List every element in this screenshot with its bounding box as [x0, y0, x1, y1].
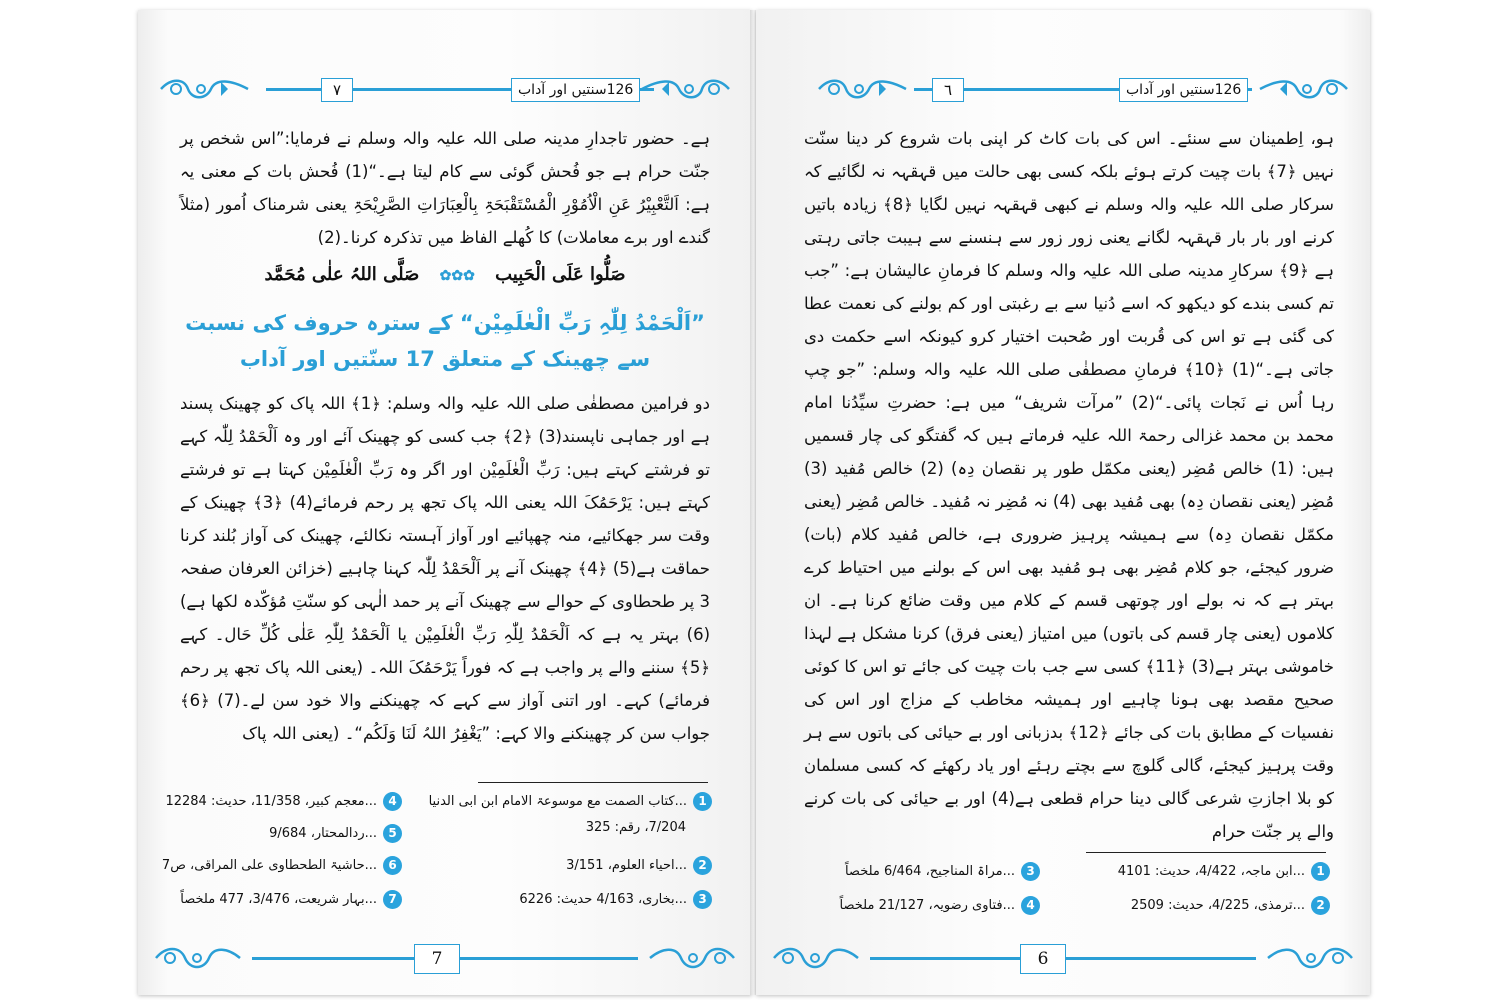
footnote-number: 4: [383, 792, 402, 811]
salawat-right: صَلُّوا عَلَی الْحَبِیب: [495, 264, 626, 285]
footnote-rule: [478, 782, 708, 783]
footnote: [586, 820, 686, 835]
footnote-number: 6: [383, 856, 402, 875]
footnote-number: 3: [1021, 862, 1040, 881]
running-title: 126سنتیں اور آداب: [1119, 78, 1248, 102]
floral-ornament-icon: [814, 76, 909, 102]
heading-line-2: سے چھینک کے متعلق 17 سنّتیں اور آداب: [239, 347, 651, 371]
heading-line-1: ”اَلْحَمْدُ لِلّٰہِ رَبِّ الْعٰلَمِیْن“ کے سترہ حروف کی نسبت: [185, 311, 705, 335]
page-number-top: ۷: [321, 78, 353, 102]
footnote-number: 5: [383, 824, 402, 843]
footnote: [165, 792, 402, 811]
footnote-text: ...معجم کبیر، 11/358، حدیث: 12284: [165, 794, 377, 809]
footnote: [840, 896, 1040, 915]
footnote: [1131, 896, 1330, 915]
left-page-body: [180, 122, 710, 750]
footnote-number: 7: [383, 890, 402, 909]
footnote-text: ...کتاب الصمت مع موسوعۃ الامام ابن ابی الدنیا: [428, 794, 687, 809]
floral-ornament-icon: [1257, 76, 1352, 102]
section-heading: [180, 305, 710, 377]
footnote-text: 7/204، رقم: 325: [585, 820, 686, 835]
floral-ornament-icon: [156, 76, 251, 102]
footnote-number: 2: [693, 856, 712, 875]
footnote: [519, 890, 712, 909]
right-page-body: [804, 122, 1334, 848]
salawat-line: [180, 260, 710, 291]
footnote-number: 4: [1021, 896, 1040, 915]
footnote: [429, 792, 712, 811]
page-number-top: ٦: [932, 78, 964, 102]
left-page-footer: [152, 938, 738, 978]
footnote: [180, 890, 402, 909]
footnote-text: ...ابن ماجہ، 4/422، حدیث: 4101: [1117, 864, 1305, 879]
right-page: [756, 10, 1370, 995]
footnote-text: ...حاشیۃ الطحطاوی علی المراقی، ص7: [161, 858, 377, 873]
footnote-number: 1: [693, 792, 712, 811]
paragraph: دو فرامین مصطفٰی صلی اللہ علیہ والہ وسلم: ﴿1﴾ اللہ پاک کو چھینک پسند ہے اور جماہی ناپسند(3) ﴿2﴾ جب کسی کو چھینک آئے اور وہ اَلْحَمْدُ لِلّٰہ کہے تو فرشتے کہتے ہیں: رَبِّ الْعٰلَمِیْن اور اگر وہ رَبِّ الْعٰلَمِیْن کہتا ہے تو فرشتے کہتے ہیں: یَرْحَمُکَ اللہ یعنی اللہ پاک تجھ پر رحم فرمائے(4) ﴿3﴾ چھینک کے وقت سر جھکائیے، منہ چھپائیے اور آواز آہستہ نکالئے، چھینک کی آواز بُلند کرنا حماقت ہے(5) ﴿4﴾ چھینک آنے پر اَلْحَمْدُ لِلّٰہ کہنا چاہیے (خزائن العرفان صفحہ 3 پر طحطاوی کے حوالے سے چھینک آنے پر حمد الٰہی کو سنّتِ مُؤکّدہ لکھا ہے)(6) بہتر یہ ہے کہ اَلْحَمْدُ لِلّٰہِ رَبِّ الْعٰلَمِیْن یا اَلْحَمْدُ لِلّٰہِ عَلٰی کُلِّ حَال۔ کہے ﴿5﴾ سننے والے پر واجب ہے کہ فوراً یَرْحَمُکَ اللہ۔ (یعنی اللہ پاک تجھ پر رحم فرمائے) کہے۔ اور اتنی آواز سے کہے کہ چھینکنے والا خود سن لے۔(7) ﴿6﴾ جواب سن کر چھینکنے والا کہے: ”یَغْفِرُ اللہُ لَنَا وَلَکُم“۔ (یعنی اللہ پاک: [180, 394, 711, 743]
left-page: [138, 10, 752, 995]
left-page-header: [156, 68, 734, 108]
page-number-bottom: 6: [1020, 944, 1066, 974]
footnote: [845, 862, 1040, 881]
footnote-number: 1: [1311, 862, 1330, 881]
page-number-bottom: 7: [414, 944, 460, 974]
floral-ornament-icon: [639, 76, 734, 102]
footnote: [269, 824, 402, 843]
salawat-left: صَلَّی اللہُ علٰی مُحَمَّد: [264, 264, 420, 285]
footnote: [566, 856, 712, 875]
paragraph: ہے۔ حضور تاجدارِ مدینہ صلی اللہ علیہ والہ وسلم نے فرمایا:”اس شخص پر جنّت حرام ہے جو فُحش گوئی سے کام لیتا ہے۔“(1) فُحش بات کے معنی یہ ہے: اَلتَّعْبِیْرُ عَنِ الْاُمُوْرِ الْمُسْتَقْبَحَۃِ بِالْعِبَارَاتِ الصَّرِیْحَۃِ یعنی شرمناک اُمور (مثلاً گندے اور برے معاملات) کا کُھلے الفاظ میں تذکرہ کرنا۔(2): [180, 129, 711, 247]
flower-icon: ✿✿✿: [439, 268, 475, 284]
footnote-text: ...احیاء العلوم، 3/151: [566, 858, 687, 873]
footnote-rule: [1086, 852, 1326, 853]
footnote: [162, 856, 402, 875]
floral-ornament-icon: [770, 943, 860, 973]
paragraph: ہو، اِطمینان سے سنئے۔ اس کی بات کاٹ کر اپنی بات شروع کر دینا سنّت نہیں ﴿7﴾ بات چیت کرتے ہوئے بلکہ کسی بھی حالت میں قہقہہ نہ لگائیے کہ سرکار صلی اللہ علیہ والہ وسلم نے کبھی قہقہہ نہیں لگایا ﴿8﴾ زیادہ باتیں کرنے اور بار بار قہقہہ لگانے یعنی زور زور سے ہنسنے سے ہیبت جاتی رہتی ہے ﴿9﴾ سرکارِ مدینہ صلی اللہ علیہ والہ وسلم کا فرمانِ عالیشان ہے: ”جب تم کسی بندے کو دیکھو کہ اسے دُنیا سے بے رغبتی اور کم بولنے کی نعمت عطا کی گئی ہے تو اس کی قُربت اور صُحبت اختیار کرو کیونکہ اسے حکمت دی جاتی ہے۔“(1) ﴿10﴾ فرمانِ مصطفٰی صلی اللہ علیہ والہ وسلم: ”جو چپ رہا اُس نے نَجات پائی۔“(2) ”مرآت شریف“ میں ہے: حضرتِ سیِّدُنا امام محمد بن محمد غزالی رحمۃ اللہ علیہ فرماتے ہیں کہ گفتگو کی چار قسمیں ہیں: (1) خالص مُضِر (یعنی مکمّل طور پر نقصان دِہ) (2) خالص مُفید (3) مُضِر (یعنی نقصان دِہ) بھی مُفید بھی (4) نہ مُضِر نہ مُفید۔ خالص مُضِر (یعنی مکمّل نقصان دِہ) سے ہمیشہ پرہیز ضروری ہے، خالص مُفید کلام (بات) ضرور کیجئے، جو کلام مُضِر بھی ہو مُفید بھی اس کے بولنے میں احتیاط کرے بہتر ہے کہ نہ بولے اور چوتھی قسم کے کلام میں وقت ضائع کرنا ہے۔ ان کلاموں (یعنی چار قسم کی باتوں) میں امتیاز (یعنی فرق) کرنا مشکل ہے لہذا خاموشی بہتر ہے(3) ﴿11﴾ کسی سے جب بات چیت کی جائے تو اس کا کوئی صحیح مقصد بھی ہونا چاہیے اور ہمیشہ مخاطب کے مزاج اور اس کی نفسیات کے مطابق بات کی جائے ﴿12﴾ بدزبانی اور بے حیائی کی باتوں سے ہر وقت پرہیز کیجئے، گالی گلوچ سے بچتے رہئے اور یاد رکھئے کہ کسی مسلمان کو بلا اجازتِ شرعی گالی دینا حرام قطعی ہے(4) اور بے حیائی کی بات کرنے والے پر جنّت حرام: [804, 129, 1335, 841]
footnote-text: ...ترمذی، 4/225، حدیث: 2509: [1130, 898, 1305, 913]
floral-ornament-icon: [1266, 943, 1356, 973]
open-book: [138, 10, 1370, 995]
footnote-text: ...بخاری، 4/163 حدیث: 6226: [519, 892, 687, 907]
footnote-number: 3: [693, 890, 712, 909]
footnote-number: 2: [1311, 896, 1330, 915]
right-page-footer: [770, 938, 1356, 978]
footnote-text: ...بہار شریعت، 3/476، 477 ملخصاً: [180, 892, 377, 907]
right-page-header: [774, 68, 1352, 108]
footnote: [1118, 862, 1330, 881]
floral-ornament-icon: [648, 943, 738, 973]
running-title: 126سنتیں اور آداب: [511, 78, 640, 102]
floral-ornament-icon: [152, 943, 242, 973]
footnote-text: ...مراۃ المناجیح، 6/464 ملخصاً: [844, 864, 1015, 879]
footnote-text: ...فتاوی رضویہ، 21/127 ملخصاً: [839, 898, 1015, 913]
footnote-text: ...ردالمحتار، 9/684: [269, 826, 377, 841]
